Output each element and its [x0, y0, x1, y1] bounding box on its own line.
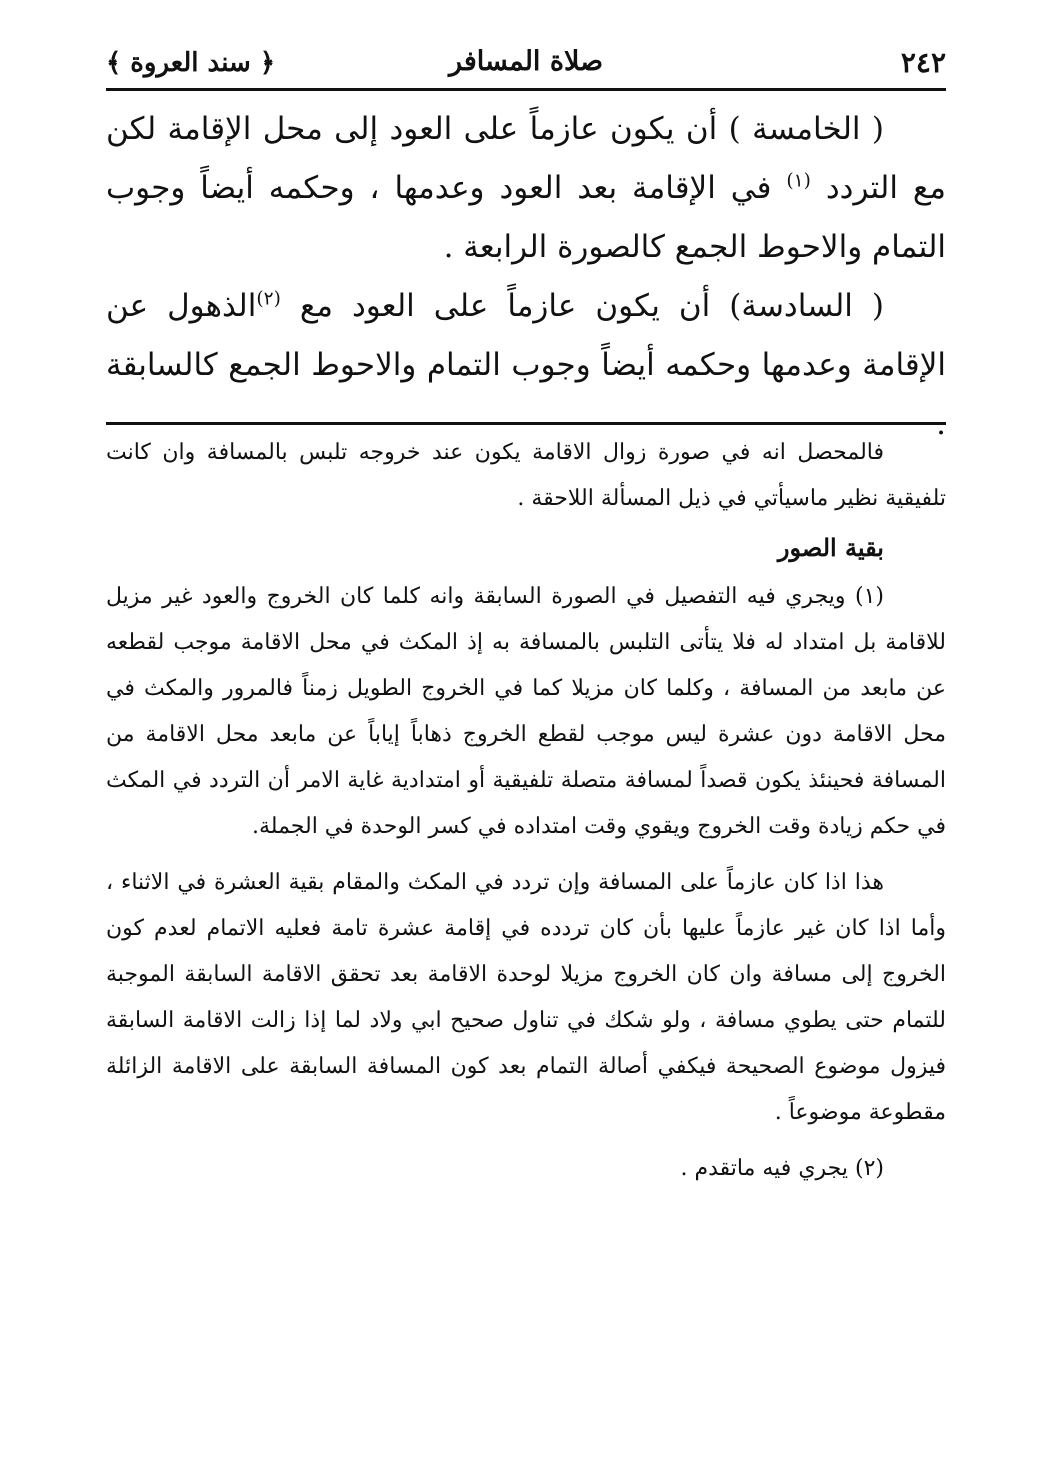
footnote-ref-1: (١) — [786, 170, 811, 192]
running-header — [106, 40, 946, 86]
page-number: ٢٤٢ — [900, 46, 946, 79]
footnote-2: (٢) يجري فيه ماتقدم . — [680, 1156, 884, 1181]
paragraph-sixth — [106, 277, 946, 454]
footnote-intro: فالمحصل انه في صورة زوال الاقامة يكون عند خروجه تلبس بالمسافة وان كانت تلفيقية نظير ماسيأتي في ذيل المسألة اللاحقة . — [106, 440, 946, 511]
main-text — [106, 100, 946, 454]
paragraph-sixth-text-cont: الذهول عن الإقامة وعدمها وحكمه أيضاً وجوب التمام والاحوط الجمع كالسابقة — [106, 288, 946, 383]
footnote-1-continued: هذا اذا كان عازماً على المسافة وإن تردد في المكث والمقام بقية العشرة في الاثناء ، وأما اذا كان غير عازماً عليها بأن كان تردده في إقامة عشرة تامة فعليه الاتمام لعدم كون الخروج إلى مسافة وان كان الخروج مزيلا لوحدة الاقامة بعد تحقق الاقامة السابقة الموجبة للتمام حتى يطوي مسافة ، ولو شكك في تناول صحيح ابي ولاد لما إذا زالت الاقامة السابقة فيزول موضوع الصحيحة فيكفي أصالة التمام بعد كون المسافة السابقة على الاقامة الزائلة مقطوعة موضوعاً . — [106, 870, 946, 1125]
footnote-subtitle: بقية الصور — [777, 533, 884, 562]
header-rule — [106, 88, 946, 91]
paragraph-fifth-text: ( الخامسة ) أن يكون عازماً على العود إلى محل الإقامة لكن مع التردد — [106, 111, 947, 206]
paragraph-fifth — [106, 100, 946, 277]
chapter-title: صلاة المسافر — [448, 46, 604, 77]
footnote-1: (١) ويجري فيه التفصيل في الصورة السابقة وانه كلما كان الخروج والعود غير مزيل للاقامة بل امتداد له فلا يتأتى التلبس بالمسافة به إذ المكث في محل الاقامة موجب لقطعه عن مابعد من المسافة ، وكلما كان مزيلا كما في الخروج الطويل زمناً فالمرور والمكث في محل الاقامة دون عشرة ليس موجب لقطع الخروج ذهاباً إياباً عن مابعد محل الاقامة من المسافة فحينئذ يكون قصداً لمسافة متصلة تلفيقية أو امتدادية غاية الامر أن التردد في المكث في حكم زيادة وقت الخروج ويقوي وقت امتداده في كسر الوحدة في الجملة. — [106, 584, 946, 839]
book-title: ﴿ سند العروة ﴾ — [106, 48, 276, 78]
paragraph-sixth-text: ( السادسة) أن يكون عازماً على العود مع — [299, 288, 884, 324]
paragraph-fifth-text-cont: في الإقامة بعد العود وعدمها ، وحكمه أيضاً وجوب التمام والاحوط الجمع كالصورة الرابعة . — [106, 170, 946, 265]
footnote-ref-2: (٢) — [256, 288, 281, 310]
footnote-separator — [106, 422, 946, 425]
footnotes — [106, 430, 946, 1192]
